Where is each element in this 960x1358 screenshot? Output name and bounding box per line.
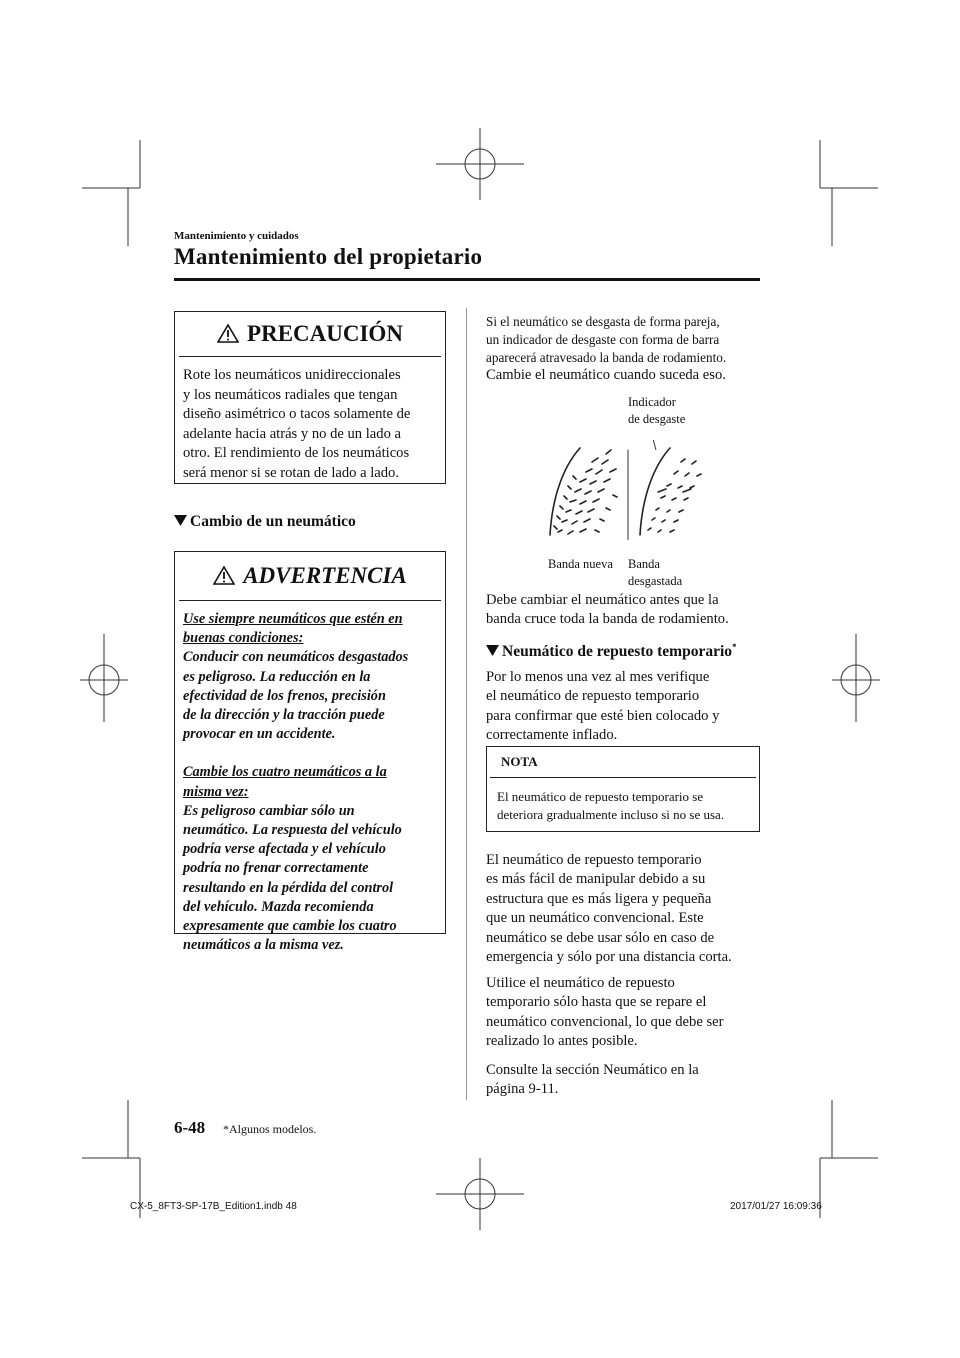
spare-line: el neumático de repuesto temporario (486, 688, 700, 705)
intro-line: Si el neumático se desgasta de forma pareja, (486, 314, 720, 329)
replace-line: Debe cambiar el neumático antes que la (486, 592, 719, 608)
label-worn-tread-line: desgastada (628, 574, 683, 588)
spare-paragraph-3 (486, 974, 766, 1052)
warning-line: provocar en un accidente. (183, 726, 336, 743)
spare-line: realizado lo antes posible. (486, 1033, 638, 1050)
warning-line: es peligroso. La reducción en la (183, 668, 371, 685)
warning-line: Conducir con neumáticos desgastados (183, 649, 409, 666)
page-reference-link[interactable]: página 9-11. (486, 1081, 559, 1098)
warning-line: de la dirección y la tracción puede (183, 707, 385, 724)
page-number: 6-48 (174, 1118, 206, 1137)
warning-line: neumáticos a la misma vez. (183, 937, 344, 954)
spare-paragraph-4 (486, 1061, 766, 1100)
spare-line: Por lo menos una vez al mes verifique (486, 669, 710, 685)
intro-line: aparecerá atravesado la banda de rodamiento. (486, 349, 727, 365)
caution-line: diseño asimétrico o tacos solamente de (183, 406, 411, 422)
label-wear-indicator-line: Indicador (628, 395, 676, 409)
spare-line: emergencia y sólo por una distancia corta. (486, 949, 732, 966)
spare-line: Utilice el neumático de repuesto (486, 975, 675, 991)
title-rule (174, 278, 760, 281)
note-line: deteriora gradualmente incluso si no se usa. (497, 807, 725, 823)
intro-line: un indicador de desgaste con forma de barra (486, 331, 720, 347)
warning-triangle-icon (217, 324, 239, 343)
spare-line: temporario sólo hasta que se repare el (486, 994, 707, 1011)
print-timestamp: 2017/01/27 16:09:36 (730, 1201, 822, 1212)
caution-line: otro. El rendimiento de los neumáticos (183, 445, 410, 461)
replace-paragraph (486, 591, 766, 630)
note-line: El neumático de repuesto temporario se (497, 789, 704, 804)
section-label: Mantenimiento y cuidados (174, 230, 299, 242)
section-heading-spare (486, 642, 737, 661)
warning-box (174, 551, 446, 954)
warning-block2-title: misma vez: (183, 783, 249, 800)
column-divider (466, 308, 467, 1100)
caution-heading (179, 312, 441, 357)
note-body (487, 778, 759, 825)
section-heading-tire-change (174, 513, 356, 531)
warning-line: neumático. La respuesta del vehículo (183, 822, 402, 839)
label-new-tread: Banda nueva (548, 557, 613, 571)
warning-body (175, 601, 445, 955)
spare-paragraph-2 (486, 851, 766, 967)
optional-model-marker: * (732, 642, 737, 652)
warning-heading (179, 552, 441, 601)
label-worn-tread-line: Banda (628, 557, 660, 571)
section-heading-text: Neumático de repuesto temporario (502, 643, 733, 661)
caution-line: y los neumáticos radiales que tengan (183, 386, 398, 403)
tread-wear-illustration (540, 440, 710, 540)
caution-title: PRECAUCIÓN (247, 321, 403, 346)
spare-line: Consulte la sección Neumático en la (486, 1062, 699, 1078)
label-wear-indicator-line: de desgaste (628, 412, 686, 426)
warning-line: del vehículo. Mazda recomienda (183, 898, 374, 915)
spare-line: El neumático de repuesto temporario (486, 852, 702, 868)
spare-line: neumático se debe usar sólo en caso de (486, 929, 715, 946)
caution-line: será menor si se rotan de lado a lado. (183, 464, 399, 481)
caution-line: Rote los neumáticos unidireccionales (183, 367, 401, 383)
warning-triangle-icon (213, 566, 235, 585)
label-wear-indicator (628, 394, 685, 428)
warning-line: efectividad de los frenos, precisión (183, 687, 386, 704)
warning-block2-title: Cambie los cuatro neumáticos a la (183, 764, 387, 781)
intro-line: Cambie el neumático cuando suceda eso. (486, 367, 726, 384)
warning-line: resultando en la pérdida del control (183, 879, 394, 896)
footnote: *Algunos modelos. (223, 1122, 317, 1136)
warning-line: expresamente que cambie los cuatro (183, 918, 397, 935)
file-info: CX-5_8FT3-SP-17B_Edition1.indb 48 (130, 1201, 297, 1212)
spare-line: correctamente inflado. (486, 727, 618, 744)
warning-line: podría no frenar correctamente (183, 860, 369, 877)
spare-line: es más fácil de manipular debido a su (486, 871, 706, 888)
replace-line: banda cruce toda la banda de rodamiento. (486, 611, 729, 628)
section-triangle-icon (486, 645, 499, 656)
spare-line: que un neumático convencional. Este (486, 910, 704, 927)
section-heading-text: Cambio de un neumático (190, 513, 356, 530)
section-triangle-icon (174, 515, 187, 526)
warning-block1-title: Use siempre neumáticos que estén en (183, 611, 403, 627)
caution-line: adelante hacia atrás y no de un lado a (183, 425, 401, 442)
warning-block1-title: buenas condiciones: (183, 630, 304, 647)
spare-line: para confirmar que esté bien colocado y (486, 707, 720, 724)
note-heading: NOTA (490, 747, 756, 778)
warning-line: podría verse afectada y el vehículo (183, 841, 386, 858)
spare-line: neumático convencional, lo que debe ser (486, 1013, 724, 1030)
label-worn-tread (628, 556, 682, 590)
page-title: Mantenimiento del propietario (174, 244, 483, 269)
warning-line: Es peligroso cambiar sólo un (183, 802, 355, 819)
caution-body (175, 357, 445, 483)
note-box (486, 746, 760, 832)
intro-paragraph (486, 313, 766, 386)
warning-title: ADVERTENCIA (243, 563, 407, 588)
caution-box (174, 311, 446, 484)
spare-line: estructura que es más ligera y pequeña (486, 890, 712, 907)
spare-paragraph-1 (486, 668, 766, 746)
